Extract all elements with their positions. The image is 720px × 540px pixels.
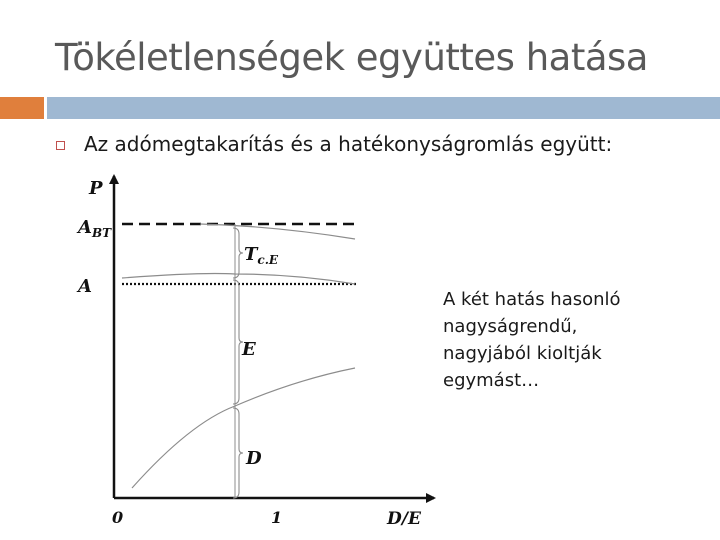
x-tick-1: 1 (271, 508, 283, 527)
note-line: nagyjából kioltják (443, 343, 602, 364)
x-tick-0: 0 (112, 508, 124, 527)
note-text (443, 286, 683, 394)
note-line: egymást… (443, 370, 540, 391)
note-line: A két hatás hasonló (443, 289, 621, 310)
tradeoff-diagram (70, 168, 450, 534)
e-label: E (242, 339, 256, 360)
slide-title: Tökéletlenségek együttes hatása (55, 36, 648, 79)
a-label: A (78, 276, 92, 297)
lower-curve (132, 368, 355, 488)
accent-bar-orange (0, 97, 44, 119)
bullet-square-icon (56, 141, 65, 150)
y-axis-label: P (89, 178, 103, 199)
d-label: D (246, 448, 262, 469)
upper-curve (200, 224, 355, 239)
abt-label: $A_{BT}$ (78, 217, 112, 240)
bullet-text: Az adómegtakarítás és a hatékonyságromlás együtt: (84, 132, 613, 156)
accent-bar-blue (47, 97, 720, 119)
tce-label: $T_{c.E}$ (244, 244, 279, 267)
x-axis-label: D/E (387, 509, 421, 529)
note-line: nagyságrendű, (443, 316, 578, 337)
